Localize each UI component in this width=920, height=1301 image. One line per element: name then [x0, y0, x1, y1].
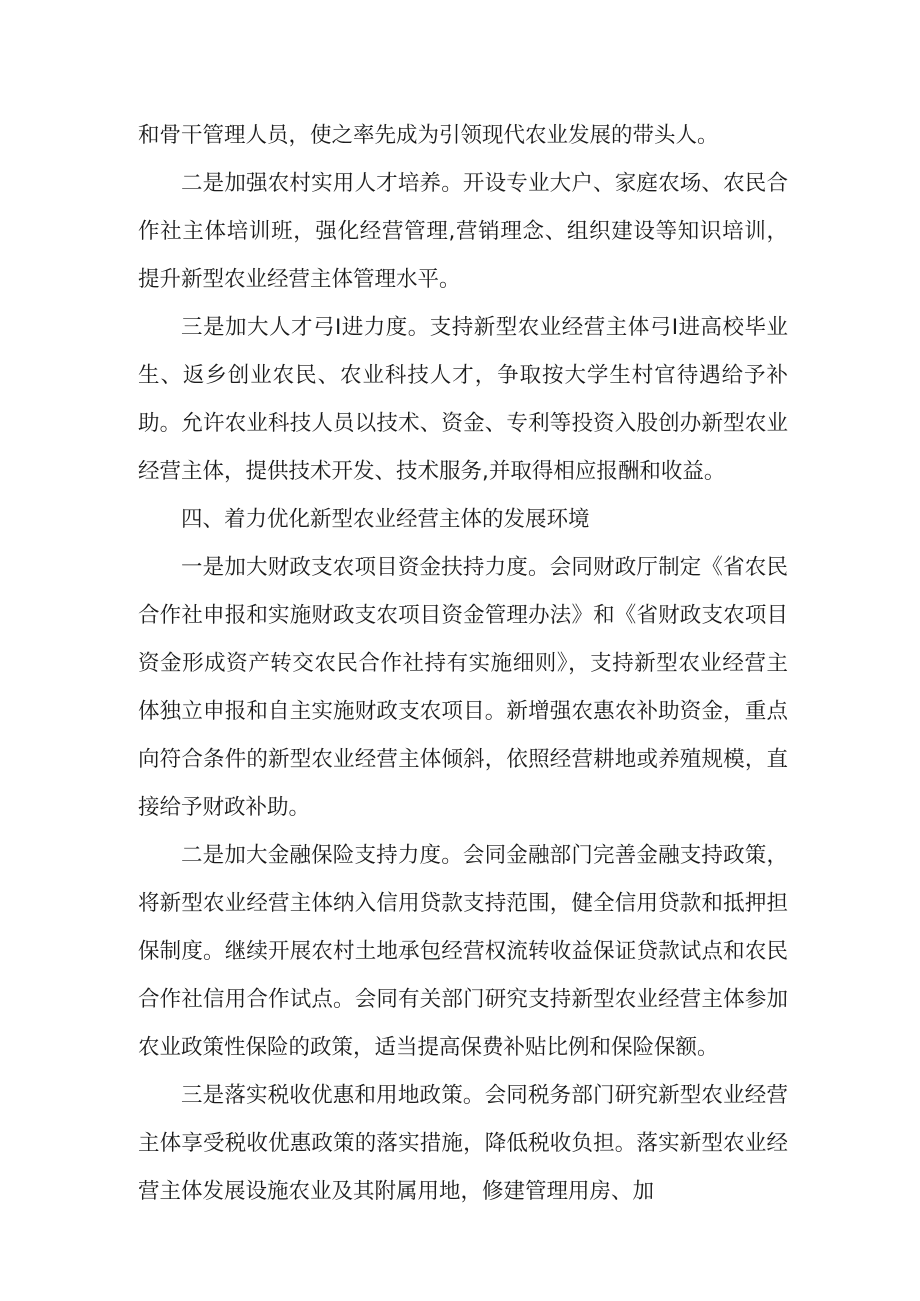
paragraph-rural-talent-training: 二是加强农村实用人才培养。开设专业大户、家庭农场、农民合作社主体培训班，强化经营管理,营销理念、组织建设等知识培训，提升新型农业经营主体管理水平。 — [138, 171, 788, 292]
paragraph-talent-introduction: 三是加大人才弓I进力度。支持新型农业经营主体弓I进高校毕业生、返乡创业农民、农业科技人才，争取按大学生村官待遇给予补助。允许农业科技人员以技术、资金、专利等投资入股创办新型农业经营主体，提供技术开发、技术服务,并取得相应报酬和收益。 — [138, 315, 788, 484]
section-heading: 四、着力优化新型农业经营主体的发展环境 — [181, 507, 590, 532]
document-body — [138, 112, 788, 1216]
paragraph-fiscal-support: 一是加大财政支农项目资金扶持力度。会同财政厅制定《省农民合作社申报和实施财政支农项目资金管理办法》和《省财政支农项目资金形成资产转交农民合作社持有实施细则》，支持新型农业经营主体独立申报和自主实施财政支农项目。新增强农惠农补助资金，重点向符合条件的新型农业经营主体倾斜，依照经营耕地或养殖规模，直接给予财政补助。 — [138, 555, 788, 820]
paragraph-finance-insurance: 二是加大金融保险支持力度。会同金融部门完善金融支持政策，将新型农业经营主体纳入信用贷款支持范围，健全信用贷款和抵押担保制度。继续开展农村土地承包经营权流转收益保证贷款试点和农民合作社信用合作试点。会同有关部门研究支持新型农业经营主体参加农业政策性保险的政策，适当提高保费补贴比例和保险保额。 — [138, 843, 788, 1060]
paragraph-continuation: 和骨干管理人员，使之率先成为引领现代农业发展的带头人。 — [138, 123, 719, 148]
paragraph-tax-land-policy: 三是落实税收优惠和用地政策。会同税务部门研究新型农业经营主体享受税收优惠政策的落实措施，降低税收负担。落实新型农业经营主体发展设施农业及其附属用地，修建管理用房、加 — [138, 1083, 788, 1204]
